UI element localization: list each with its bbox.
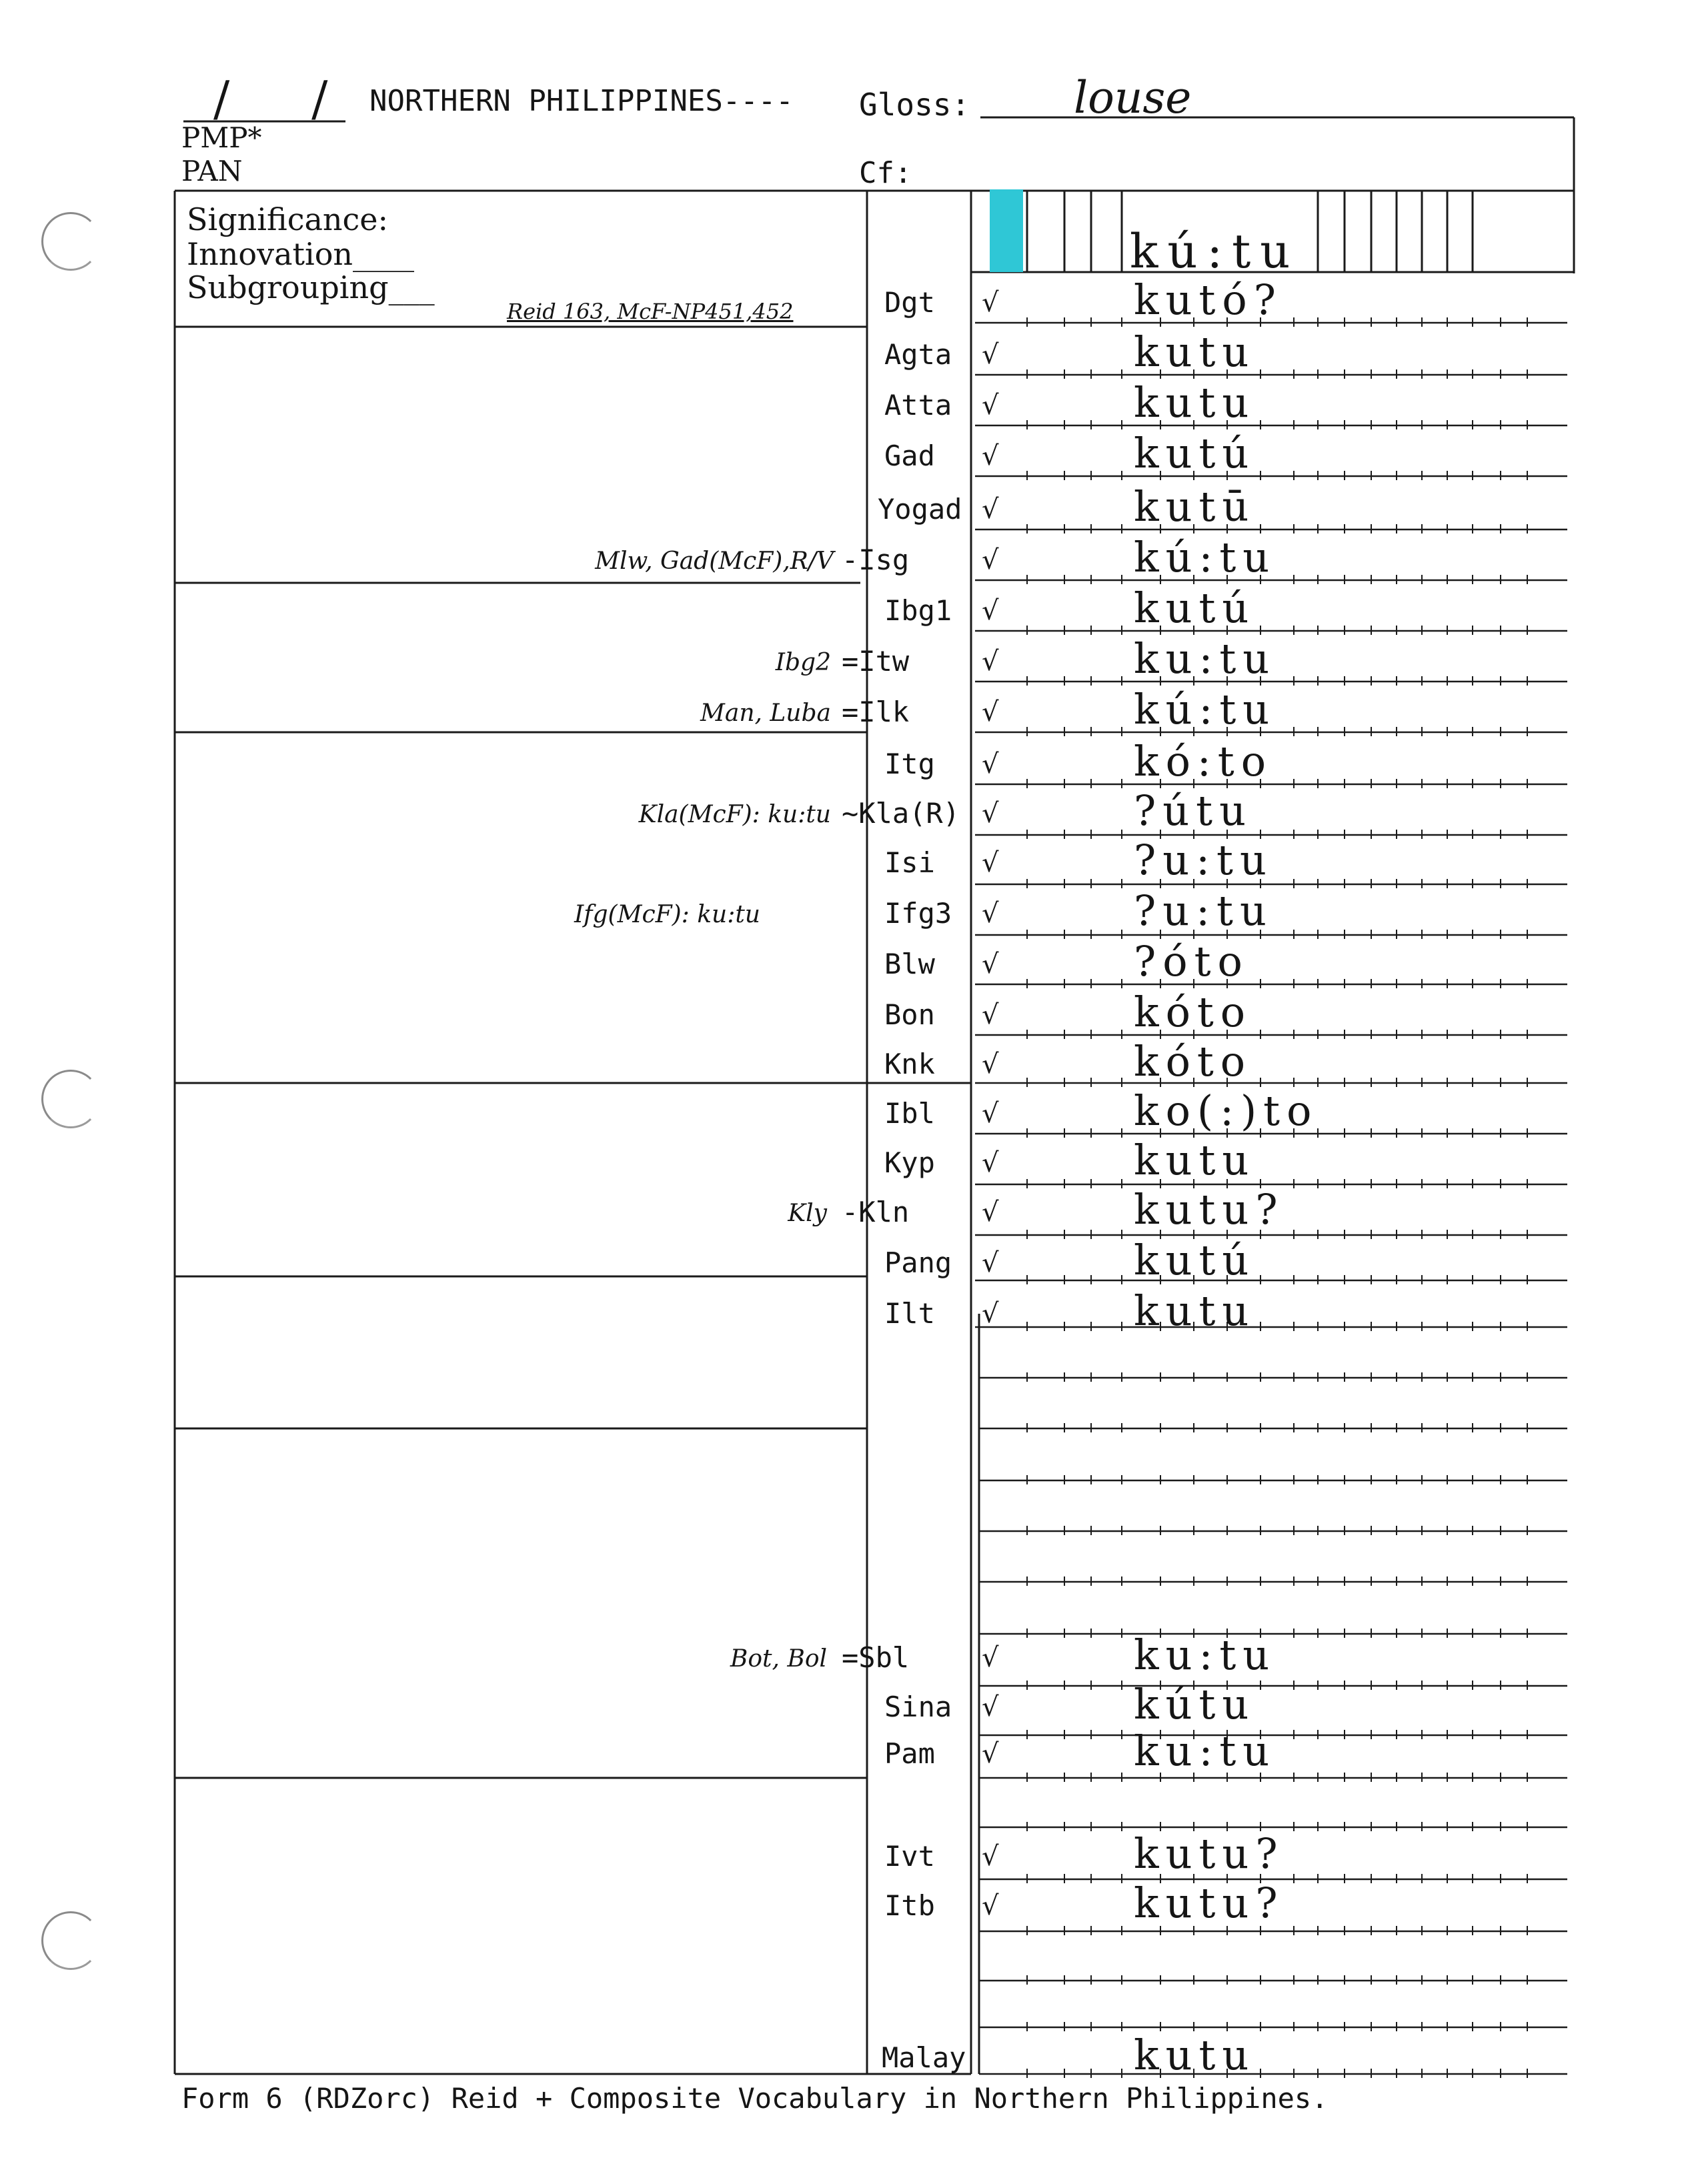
row-check: √	[982, 1298, 999, 1329]
row-check: √	[982, 1692, 999, 1723]
row-check: √	[982, 697, 999, 728]
row-form: kutú	[1134, 429, 1256, 477]
pmp-label: PMP*	[181, 121, 262, 154]
row-check: √	[982, 545, 999, 576]
row-form: kútu	[1134, 1680, 1256, 1729]
row-label: -Kln	[842, 1196, 910, 1228]
row-label: Dgt	[884, 286, 935, 319]
row-check: √	[982, 390, 999, 421]
binder-hole-middle	[41, 1070, 100, 1128]
row-label: Isi	[884, 846, 935, 879]
row-note: Kly	[788, 1200, 827, 1227]
form-footer: Form 6 (RDZorc) Reid + Composite Vocabulary in Northern Philippines.	[181, 2082, 1329, 2115]
row-form: kutu	[1134, 2031, 1256, 2079]
row-check: √	[982, 287, 999, 318]
row-label: Agta	[884, 338, 952, 371]
row-note: Bot, Bol	[730, 1645, 827, 1673]
row-form: ku:tu	[1134, 634, 1277, 683]
row-note: Man, Luba	[700, 700, 831, 727]
row-check: √	[982, 339, 999, 370]
row-check: √	[982, 494, 999, 525]
row-label: Pang	[884, 1246, 952, 1279]
row-check: √	[982, 1148, 999, 1178]
row-form: kutu?	[1134, 1185, 1285, 1234]
row-check: √	[982, 949, 999, 980]
row-label: Itb	[884, 1889, 935, 1922]
row-label: Ivt	[884, 1840, 935, 1873]
row-label: Ilt	[884, 1297, 935, 1330]
row-label: Pam	[884, 1737, 935, 1770]
row-label: Kyp	[884, 1146, 935, 1179]
row-form: ?u:tu	[1134, 836, 1273, 884]
row-label: Bon	[884, 998, 935, 1031]
row-note: Mlw, Gad(McF),R/V	[595, 548, 834, 575]
row-label: =Itw	[842, 645, 910, 678]
row-check: √	[982, 898, 999, 929]
row-check: √	[982, 1248, 999, 1278]
row-label: =Sbl	[842, 1641, 910, 1674]
gloss-label: Gloss:	[859, 87, 970, 123]
row-form: ko(:)to	[1134, 1086, 1319, 1135]
significance-title: Significance:	[187, 201, 388, 237]
date-field: / /	[213, 71, 361, 127]
row-form: kutu	[1134, 1136, 1256, 1184]
row-form: kutu	[1134, 327, 1256, 376]
row-form: kú:tu	[1134, 533, 1277, 582]
row-label: Knk	[884, 1048, 935, 1080]
row-check: √	[982, 596, 999, 626]
row-check: √	[982, 798, 999, 829]
pan-label: PAN	[181, 155, 243, 187]
row-check: √	[982, 1197, 999, 1228]
row-form: ku:tu	[1134, 1727, 1277, 1775]
row-label: Sina	[884, 1691, 952, 1723]
row-form: kutó?	[1134, 275, 1283, 324]
row-label: Yogad	[878, 493, 962, 525]
reference-note: Reid 163, McF-NP451,452	[507, 299, 794, 324]
row-label: ~Kla(R)	[842, 797, 960, 830]
row-form: kutu?	[1134, 1829, 1285, 1878]
binder-hole-top	[41, 212, 100, 271]
row-check: √	[982, 1000, 999, 1030]
row-note: Ibg2	[775, 649, 831, 676]
row-note: Ifg(McF): ku:tu	[574, 901, 760, 928]
binder-hole-bottom	[41, 1911, 100, 1970]
row-form: kó:to	[1134, 737, 1273, 786]
row-check: √	[982, 1643, 999, 1673]
row-check: √	[982, 1739, 999, 1769]
row-form: ?óto	[1134, 937, 1249, 986]
innovation-field: Innovation____	[187, 236, 415, 272]
row-form: kutú	[1134, 584, 1256, 632]
cf-label: Cf:	[859, 156, 912, 190]
row-label: =Ilk	[842, 696, 910, 728]
row-form: kóto	[1134, 988, 1252, 1036]
row-label: Blw	[884, 948, 935, 980]
row-check: √	[982, 646, 999, 677]
row-label: Malay	[882, 2041, 966, 2074]
row-note: Kla(McF): ku:tu	[638, 801, 831, 828]
row-check: √	[982, 848, 999, 878]
row-label: Atta	[884, 389, 952, 421]
row-label: Ibg1	[884, 594, 952, 627]
row-check: √	[982, 749, 999, 780]
row-check: √	[982, 1098, 999, 1129]
row-label: Gad	[884, 439, 935, 472]
row-label: Itg	[884, 748, 935, 780]
row-form: ?u:tu	[1134, 886, 1273, 935]
row-form: kóto	[1134, 1037, 1252, 1086]
row-form: kutū	[1134, 482, 1256, 531]
region-title: NORTHERN PHILIPPINES----	[369, 84, 794, 118]
row-form: kutu	[1134, 378, 1256, 427]
row-check: √	[982, 1891, 999, 1921]
row-form: ?útu	[1134, 786, 1253, 835]
row-form: kutu	[1134, 1286, 1256, 1335]
row-form: kú:tu	[1134, 685, 1277, 734]
row-check: √	[982, 1049, 999, 1080]
subgrouping-field: Subgrouping___	[187, 269, 435, 305]
row-form: ku:tu	[1134, 1630, 1277, 1679]
row-label: Ibl	[884, 1097, 935, 1130]
gloss-value: louse	[1074, 72, 1192, 123]
row-check: √	[982, 441, 999, 471]
row-label: Ifg3	[884, 897, 952, 930]
header-form: kú:tu	[1130, 224, 1300, 279]
row-label: -Isg	[842, 543, 910, 576]
row-check: √	[982, 1841, 999, 1872]
row-form: kutú	[1134, 1236, 1256, 1284]
row-check	[982, 2043, 1008, 2073]
row-form: kutu?	[1134, 1879, 1285, 1927]
